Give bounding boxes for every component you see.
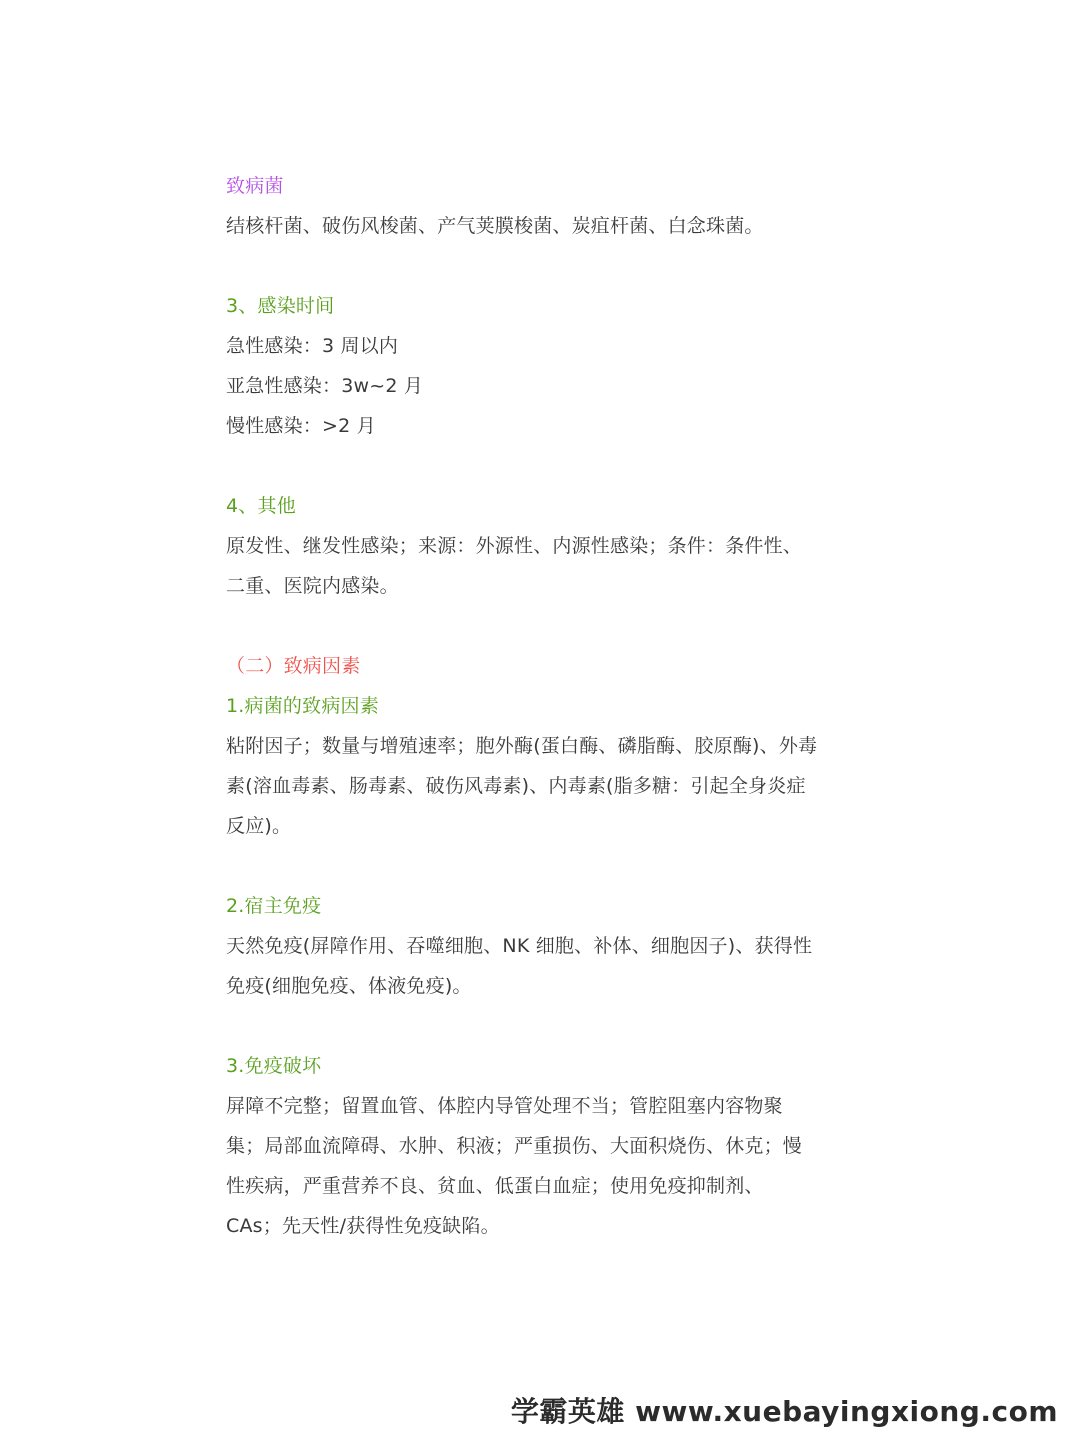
- paragraph-line: 急性感染：3 周以内: [226, 335, 399, 357]
- paragraph-line: 屏障不完整；留置血管、体腔内导管处理不当；管腔阻塞内容物聚: [226, 1095, 783, 1117]
- paragraph-line: 二重、医院内感染。: [226, 575, 399, 597]
- part-heading-pathogenic-factors: （二）致病因素: [226, 655, 361, 677]
- paragraph-line: 天然免疫(屏障作用、吞噬细胞、NK 细胞、补体、细胞因子)、获得性: [226, 935, 813, 957]
- paragraph-line: 亚急性感染：3w~2 月: [226, 375, 424, 397]
- subsection-heading-host-immunity: 2.宿主免疫: [226, 895, 322, 917]
- section-heading-infection-time: 3、感染时间: [226, 295, 335, 317]
- paragraph-line: 性疾病，严重营养不良、贫血、低蛋白血症；使用免疫抑制剂、: [226, 1175, 764, 1197]
- paragraph-pathogen: 结核杆菌、破伤风梭菌、产气荚膜梭菌、炭疽杆菌、白念珠菌。: [226, 215, 764, 237]
- document-body: [226, 166, 866, 1246]
- paragraph-line: 慢性感染：>2 月: [226, 415, 376, 437]
- paragraph-line: 免疫(细胞免疫、体液免疫)。: [226, 975, 472, 997]
- paragraph-line: 原发性、继发性感染；来源：外源性、内源性感染；条件：条件性、: [226, 535, 803, 557]
- section-heading-other: 4、其他: [226, 495, 296, 517]
- watermark: 学霸英雄 www.xuebayingxiong.com: [510, 1395, 1058, 1428]
- subsection-heading-immune-damage: 3.免疫破坏: [226, 1055, 322, 1077]
- paragraph-line: 集；局部血流障碍、水肿、积液；严重损伤、大面积烧伤、休克；慢: [226, 1135, 803, 1157]
- section-heading-pathogen: 致病菌: [226, 175, 284, 197]
- paragraph-line: 粘附因子；数量与增殖速率；胞外酶(蛋白酶、磷脂酶、胶原酶)、外毒: [226, 735, 818, 757]
- subsection-heading-bacteria-factors: 1.病菌的致病因素: [226, 695, 379, 717]
- paragraph-line: CAs；先天性/获得性免疫缺陷。: [226, 1215, 500, 1237]
- paragraph-line: 反应)。: [226, 815, 292, 837]
- paragraph-line: 素(溶血毒素、肠毒素、破伤风毒素)、内毒素(脂多糖：引起全身炎症: [226, 775, 806, 797]
